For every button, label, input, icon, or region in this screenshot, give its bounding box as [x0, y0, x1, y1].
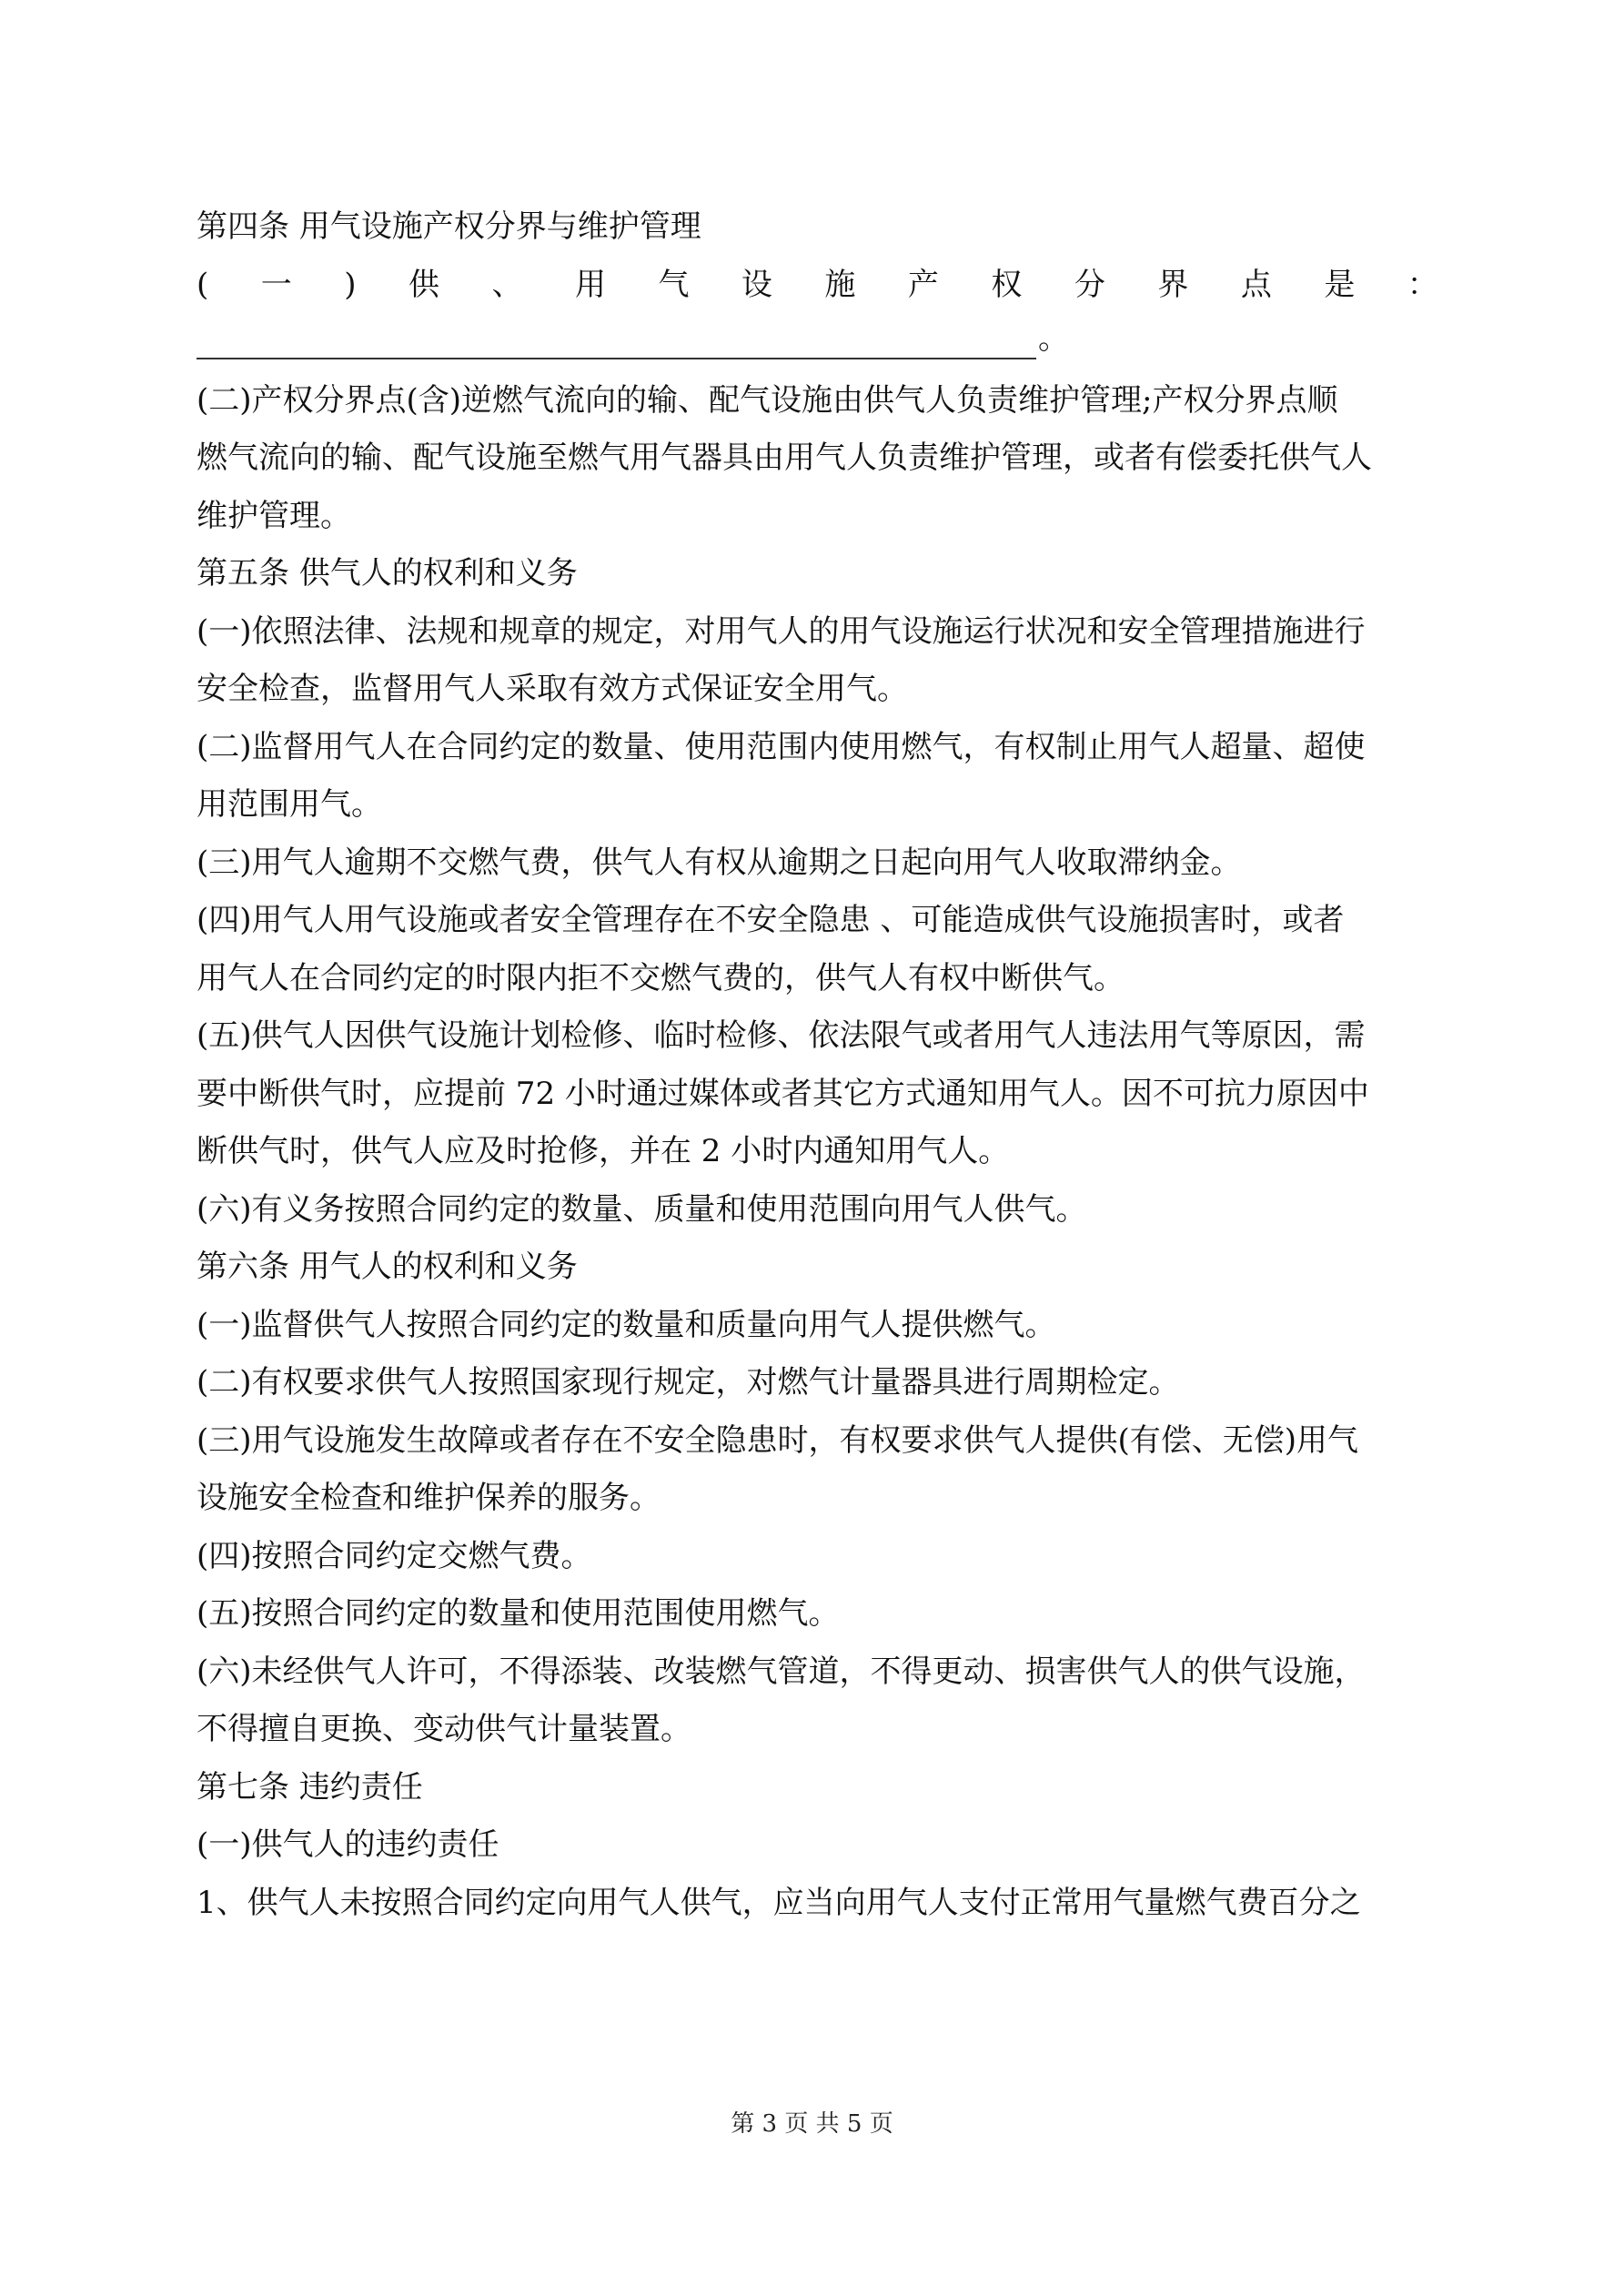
body-line: (三)用气人逾期不交燃气费，供气人有权从逾期之日起向用气人收取滞纳金。: [197, 844, 1242, 881]
body-line: (二)产权分界点(含)逆燃气流向的输、配气设施由供气人负责维护管理;产权分界点顺: [197, 381, 1338, 419]
article-6-heading: 第六条 用气人的权利和义务: [197, 1249, 578, 1285]
clause-char: 供: [408, 266, 439, 303]
clause-char: 设: [741, 266, 772, 303]
body-line: 用范围用气。: [197, 786, 382, 823]
body-line: (一)供气人的违约责任: [197, 1826, 499, 1863]
body-line: (二)有权要求供气人按照国家现行规定，对燃气计量器具进行周期检定。: [197, 1364, 1180, 1401]
clause-char: 是: [1324, 266, 1356, 303]
clause-char: 用: [574, 266, 606, 303]
body-line: (二)监督用气人在合同约定的数量、使用范围内使用燃气，有权制止用气人超量、超使: [197, 728, 1366, 765]
clause-char: 气: [658, 266, 690, 303]
clause-char: 施: [824, 266, 856, 303]
body-line: (三)用气设施发生故障或者存在不安全隐患时，有权要求供气人提供(有偿、无偿)用气: [197, 1421, 1359, 1459]
body-line: (四)用气人用气设施或者安全管理存在不安全隐患 、可能造成供气设施损害时，或者: [197, 902, 1345, 938]
clause-char: ：: [1407, 266, 1438, 303]
clause-char: 一: [260, 266, 292, 303]
body-line: 用气人在合同约定的时限内拒不交燃气费的，供气人有权中断供气。: [197, 959, 1125, 996]
body-line: (五)供气人因供气设施计划检修、临时检修、依法限气或者用气人违法用气等原因，需: [197, 1017, 1366, 1054]
blank-period: 。: [1038, 320, 1069, 357]
body-line: (四)按照合同约定交燃气费。: [197, 1537, 592, 1574]
clause-char: 权: [991, 266, 1023, 303]
article-7-heading: 第七条 违约责任: [197, 1768, 423, 1805]
body-line: (一)依照法律、法规和规章的规定，对用气人的用气设施运行状况和安全管理措施进行: [197, 612, 1366, 650]
fill-in-blank: [197, 325, 1036, 359]
clause-char: (: [197, 266, 209, 303]
body-line: (六)有义务按照合同约定的数量、质量和使用范围向用气人供气。: [197, 1190, 1087, 1228]
body-line: 燃气流向的输、配气设施至燃气用气器具由用气人负责维护管理，或者有偿委托供气人: [197, 440, 1372, 476]
clause-4-1-line: [197, 257, 1438, 315]
clause-char: ): [344, 266, 357, 303]
body-line: 断供气时，供气人应及时抢修，并在 2 小时内通知用气人。: [197, 1133, 1010, 1169]
article-4-heading: 第四条 用气设施产权分界与维护管理: [197, 208, 701, 245]
article-5-heading: 第五条 供气人的权利和义务: [197, 555, 578, 592]
fill-in-blank-line: [197, 314, 1438, 372]
body-line: 设施安全检查和维护保养的服务。: [197, 1480, 661, 1516]
body-line: (五)按照合同约定的数量和使用范围使用燃气。: [197, 1595, 840, 1632]
document-body: [197, 198, 1438, 1932]
body-line: 要中断供气时，应提前 72 小时通过媒体或者其它方式通知用气人。因不可抗力原因中: [197, 1075, 1369, 1112]
body-line: 1、供气人未按照合同约定向用气人供气，应当向用气人支付正常用气量燃气费百分之: [197, 1884, 1361, 1921]
clause-char: 点: [1240, 266, 1272, 303]
clause-char: 产: [907, 266, 939, 303]
page-number-footer: 第 3 页 共 5 页: [731, 2110, 893, 2138]
body-line: 不得擅自更换、变动供气计量装置。: [197, 1711, 691, 1747]
clause-char: 、: [491, 266, 523, 303]
clause-char: 分: [1074, 266, 1105, 303]
body-line: 安全检查，监督用气人采取有效方式保证安全用气。: [197, 671, 908, 707]
clause-char: 界: [1157, 266, 1189, 303]
body-line: (一)监督供气人按照合同约定的数量和质量向用气人提供燃气。: [197, 1306, 1056, 1343]
body-line: 维护管理。: [197, 497, 351, 534]
body-line: (六)未经供气人许可，不得添装、改装燃气管道，不得更动、损害供气人的供气设施，: [197, 1653, 1366, 1690]
